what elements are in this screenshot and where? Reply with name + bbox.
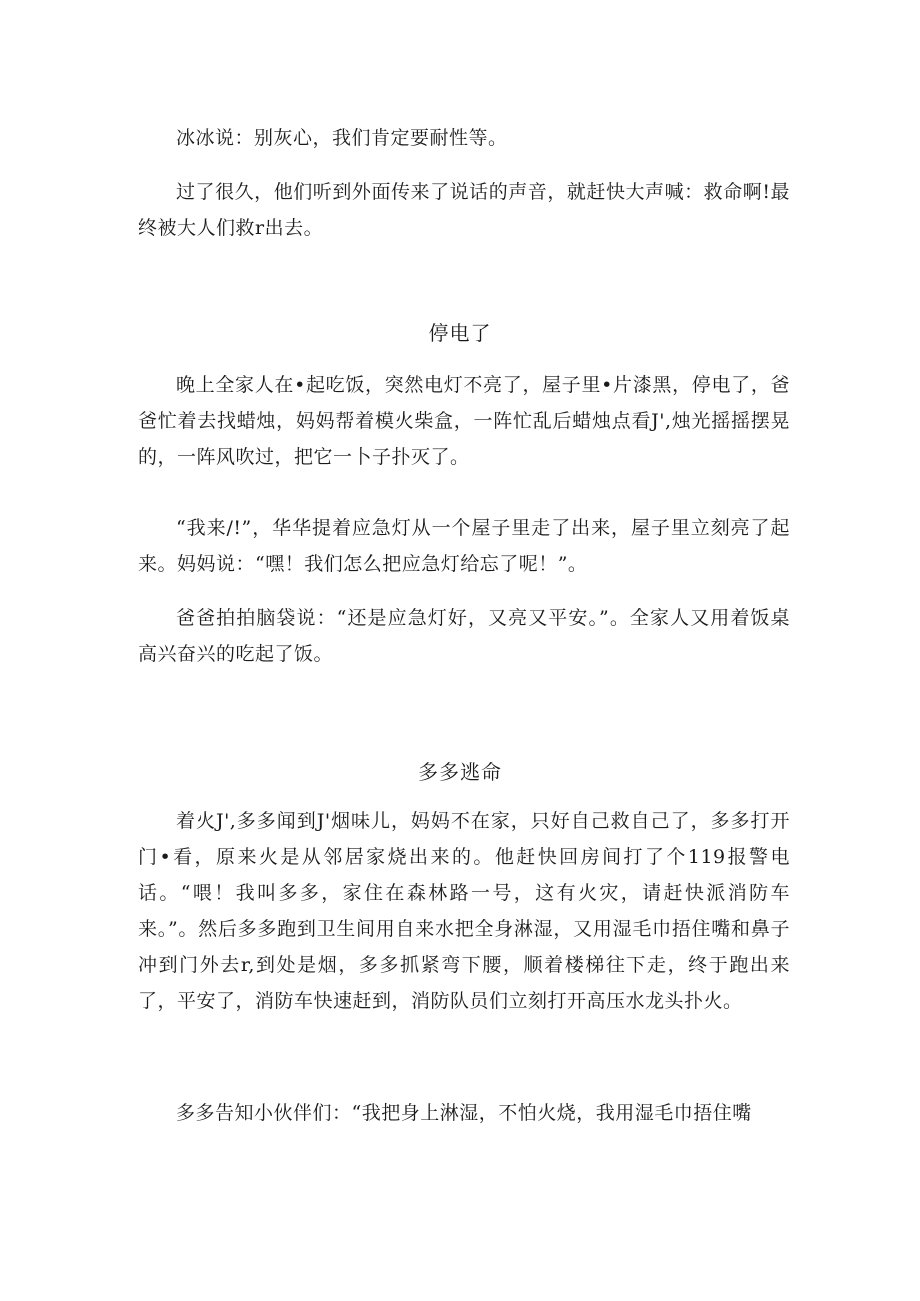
- story-title-duoduo-escape: 多多逃命: [418, 760, 502, 784]
- paragraph-emergency-lamp: “我来/!”，华华提着应急灯从一个屋子里走了出来，屋子里立刻亮了起来。妈妈说：“嘿！我们怎么把应急灯给忘了呢！”。: [138, 517, 790, 575]
- paragraph-rescue: 过了很久，他们听到外面传来了说话的声音，就赶快大声喊：救命啊!最终被大人们救r出去。: [138, 181, 790, 239]
- story-title-power-outage: 停电了: [428, 321, 492, 345]
- paragraph-fire-escape: 着火J',多多闻到J'烟味儿，妈妈不在家，只好自己救自己了，多多打开门•看，原来火是从邻居家烧出来的。他赶快回房间打了个119报警电话。“喂！我叫多多，家住在森林路一号，这有火灾，请赶快派消防车来。”。然后多多跑到卫生间用自来水把全身淋湿，又用湿毛巾捂住嘴和鼻子冲到门外去r,到处是烟，多多抓紧弯下腰，顺着楼梯往下走，终于跑出来了，平安了，消防车快速赶到，消防队员们立刻打开高压水龙头扑火。: [138, 810, 790, 1012]
- paragraph-duoduo-tells-friends: 多多告知小伙伴们：“我把身上淋湿，不怕火烧，我用湿毛巾捂住嘴: [176, 1102, 752, 1124]
- paragraph-dinner-blackout: 晚上全家人在•起吃饭，突然电灯不亮了，屋子里•片漆黑，停电了，爸爸忙着去找蜡烛，妈妈帮着模火柴盒，一阵忙乱后蜡烛点看J',烛光摇摇摆晃的，一阵风吹过，把它一卜子扑灭了。: [138, 374, 790, 468]
- paragraph-dad-says: 爸爸拍拍脑袋说：“还是应急灯好，又亮又平安。”。全家人又用着饭桌高兴奋兴的吃起了饭。: [138, 607, 790, 665]
- paragraph-bingbing-says: 冰冰说：别灰心，我们肯定要耐性等。: [176, 127, 508, 149]
